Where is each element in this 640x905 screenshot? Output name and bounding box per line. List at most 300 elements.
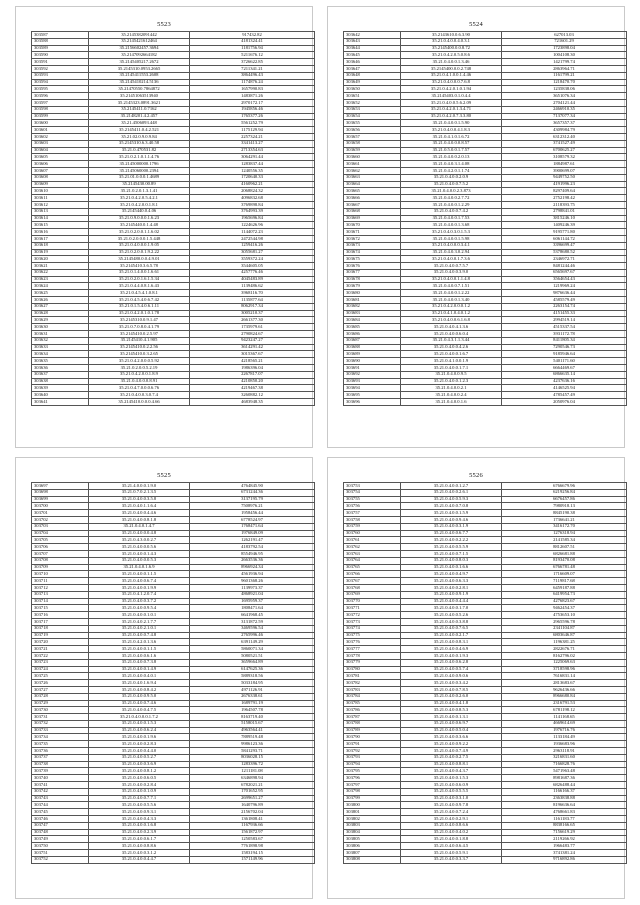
value-cell: 6219256.84 [502, 489, 627, 496]
value-cell: 4785457.49 [502, 392, 627, 399]
table-row [344, 303, 627, 310]
point-id-cell: 303779 [344, 659, 401, 666]
table-row [344, 483, 627, 490]
table-row [344, 297, 627, 304]
table-row [344, 358, 627, 365]
table-row [344, 86, 627, 93]
point-id-cell: 303666 [344, 195, 401, 202]
page-5523 [15, 6, 313, 448]
value-cell: 1808471.64 [190, 605, 315, 612]
point-id-cell: 303668 [344, 208, 401, 215]
point-id-cell: 303716 [32, 612, 89, 619]
coordinate-cell: 35.21.0.4.0.0.2.9.1 [401, 816, 502, 823]
value-cell: 8966680.84 [502, 693, 627, 700]
coordinate-cell: 35.21.0.4.0.0.7.4.9 [401, 748, 502, 755]
table-row [32, 242, 315, 249]
coordinate-cell: 35.21.0.4.2.0.0.0.5.92 [89, 358, 190, 365]
value-cell: 8554946.95 [190, 550, 315, 557]
coordinate-cell: 35.21.0.4.0.0.1.7.1 [401, 365, 502, 372]
point-id-cell: 303676 [344, 263, 401, 270]
table-row [344, 242, 627, 249]
point-id-cell: 303674 [344, 249, 401, 256]
coordinate-cell: 35.21.0.4.0.0.9.5.4 [89, 605, 190, 612]
table-row [32, 201, 315, 208]
coordinate-cell: 35.21.0.4.0.0.0.5.6 [89, 544, 190, 551]
coordinate-cell: 35.21.0.4.0.0.1.1.5 [89, 571, 190, 578]
point-id-cell: 303792 [344, 748, 401, 755]
value-cell: 2156702.04 [190, 809, 315, 816]
table-row [344, 761, 627, 768]
table-row [344, 201, 627, 208]
point-id-cell: 303685 [344, 324, 401, 331]
point-id-cell: 303705 [32, 537, 89, 544]
value-cell: 6700625.27 [502, 147, 627, 154]
point-id-cell: 303626 [32, 297, 89, 304]
table-row [32, 337, 315, 344]
value-cell: 4561936.94 [190, 571, 315, 578]
table-row [344, 317, 627, 324]
value-cell: 9423247.27 [190, 337, 315, 344]
table-row [344, 734, 627, 741]
point-id-cell: 303781 [344, 673, 401, 680]
coordinate-cell: 35.21.0.4.0.0.4.0.2 [401, 829, 502, 836]
point-id-cell: 303801 [344, 809, 401, 816]
value-cell: 2346972.71 [502, 256, 627, 263]
point-id-cell: 303624 [32, 283, 89, 290]
coordinate-cell: 35.21.0.4.0.0.4.3.7 [401, 768, 502, 775]
table-row [32, 761, 315, 768]
coordinate-cell: 35.21.0.4.0.0.1.1.5 [89, 646, 190, 653]
coordinate-cell: 35.21.0.4.0.0.6.1.7 [89, 836, 190, 843]
table-row [344, 188, 627, 195]
coordinate-cell: 35.21.0.4.3.0.0.2.7 [89, 537, 190, 544]
value-cell: 4045483.89 [190, 276, 315, 283]
coordinate-cell: 35.2145430.00.89 [89, 181, 190, 188]
point-id-cell: 303789 [344, 727, 401, 734]
point-id-cell: 303634 [32, 351, 89, 358]
table-row [32, 256, 315, 263]
value-cell: 1225069.63 [502, 659, 627, 666]
coordinate-cell: 35.21.0.4.0.0.9.5.0 [89, 693, 190, 700]
point-id-cell: 303737 [32, 754, 89, 761]
point-id-cell: 303700 [32, 503, 89, 510]
table-row [32, 52, 315, 59]
coordinate-cell: 35.2145403.0.1.0.4.4 [401, 93, 502, 100]
point-id-cell: 303702 [32, 516, 89, 523]
point-id-cell: 303715 [32, 605, 89, 612]
table-row [32, 276, 315, 283]
table-row [32, 768, 315, 775]
point-id-cell: 303643 [344, 38, 401, 45]
point-id-cell: 303787 [344, 714, 401, 721]
point-id-cell: 303623 [32, 276, 89, 283]
coordinate-cell: 35.2145060000.2394 [89, 167, 190, 174]
coordinate-cell: 35.21.0.4.0.0.5.2.6 [401, 612, 502, 619]
point-id-cell: 303805 [344, 836, 401, 843]
coordinate-cell: 35.21.0.4.0.0.8.3.1 [401, 639, 502, 646]
point-id-cell: 303704 [32, 530, 89, 537]
table-row [344, 598, 627, 605]
value-cell: 4868921.04 [190, 591, 315, 598]
point-id-cell: 303680 [344, 290, 401, 297]
value-cell: 4218565.21 [190, 358, 315, 365]
value-cell: 4181324.41 [190, 38, 315, 45]
coordinate-cell: 35.21.0.4.2.0.1.0.1.94 [401, 86, 502, 93]
table-row [344, 829, 627, 836]
table-row [32, 557, 315, 564]
value-cell: 8966924.34 [190, 564, 315, 571]
point-id-cell: 303798 [344, 788, 401, 795]
table-row [32, 564, 315, 571]
coordinate-cell: 35.21.0.4.0.0.7.1.5 [401, 550, 502, 557]
coordinate-cell: 35.2148201.4.2.457 [89, 113, 190, 120]
point-id-cell: 303596 [32, 93, 89, 100]
point-id-cell: 303714 [32, 598, 89, 605]
value-cell: 1181756.94 [190, 45, 315, 52]
value-cell: 4669614.69 [502, 720, 627, 727]
coordinate-cell: 35.21.0.4.0.1.6.9.4 [89, 680, 190, 687]
point-id-cell: 303796 [344, 775, 401, 782]
value-cell: 1723898.04 [502, 45, 627, 52]
value-cell: 2118393.75 [502, 201, 627, 208]
coordinate-cell: 35.2145410.0.2.2.56 [89, 344, 190, 351]
coordinate-cell: 35.21.0.4.2.0.7.3.3.80 [401, 113, 502, 120]
coordinate-cell: 35.21.0.4.0.0.3.1.9 [401, 523, 502, 530]
coordinate-cell: 35.21.0.4.0.0.8.1.2 [89, 768, 190, 775]
value-cell: 6565697.67 [502, 269, 627, 276]
table-row [32, 317, 315, 324]
coordinate-cell: 35.21.0.4.0.0.5.0.4 [401, 727, 502, 734]
coordinate-cell: 35.21.0.4.2.0.5.4.2.1 [89, 195, 190, 202]
value-cell: 3764993.39 [190, 208, 315, 215]
value-cell: 7156619.29 [502, 829, 627, 836]
point-id-cell: 303692 [344, 371, 401, 378]
table-row [344, 605, 627, 612]
data-table [343, 31, 627, 406]
coordinate-cell: 35.21.0.4.0.0.1.2.29 [401, 201, 502, 208]
point-id-cell: 303784 [344, 693, 401, 700]
table-row [32, 45, 315, 52]
coordinate-cell: 35.21.0.4.5.4.0.6.7.42 [89, 297, 190, 304]
coordinate-cell: 35.21.0.1.5.4.0.6.1.11 [89, 303, 190, 310]
value-cell: 6866635.14 [502, 371, 627, 378]
coordinate-cell: 35.21.0.4.0.0.1.6.7 [401, 351, 502, 358]
table-row [344, 802, 627, 809]
value-cell: 2790824.67 [190, 331, 315, 338]
table-row [344, 775, 627, 782]
point-id-cell: 303621 [32, 263, 89, 270]
point-id-cell: 303719 [32, 632, 89, 639]
coordinate-cell: 35.21.0.4.0.0.7.4.2 [401, 208, 502, 215]
coordinate-cell: 35.21.0.2.0.0.1.9.2.22 [89, 249, 190, 256]
value-cell: 1135877.64 [190, 297, 315, 304]
value-cell: 6061144.72 [502, 235, 627, 242]
point-id-cell: 303706 [32, 544, 89, 551]
table-row [344, 167, 627, 174]
value-cell: 3131872.59 [190, 618, 315, 625]
coordinate-cell: 35.21.0.9.0.0.0.1.6.23 [89, 215, 190, 222]
table-row [344, 503, 627, 510]
point-id-cell: 303655 [344, 120, 401, 127]
value-cell: 6312312.40 [502, 133, 627, 140]
point-id-cell: 303732 [32, 720, 89, 727]
coordinate-cell: 35.21.0.4.0.0.9.3.1 [89, 809, 190, 816]
value-cell: 4276823.67 [502, 598, 627, 605]
table-row [32, 523, 315, 530]
coordinate-cell: 35.21.0.4.0.2.1.7.7 [89, 618, 190, 625]
table-row [344, 822, 627, 829]
value-cell: 6766679.96 [502, 483, 627, 490]
point-id-cell: 303647 [344, 65, 401, 72]
value-cell: 1421799.74 [502, 59, 627, 66]
value-cell: 1976849.09 [190, 530, 315, 537]
coordinate-cell: 35.21.0.4.0.0.1.8.8 [401, 836, 502, 843]
point-id-cell: 303758 [344, 516, 401, 523]
value-cell: 4257776.46 [190, 269, 315, 276]
table-row [32, 843, 315, 850]
table-row [32, 578, 315, 585]
coordinate-cell: 35.21.0.4.0.0.1.4.9 [89, 666, 190, 673]
table-row [32, 249, 315, 256]
point-id-cell: 303663 [344, 174, 401, 181]
table-row [32, 72, 315, 79]
point-id-cell: 303699 [32, 496, 89, 503]
point-id-cell: 303762 [344, 544, 401, 551]
data-table [31, 31, 315, 406]
point-id-cell: 303598 [32, 106, 89, 113]
point-id-cell: 303611 [32, 195, 89, 202]
value-cell: 1409246.39 [502, 222, 627, 229]
point-id-cell: 303768 [344, 584, 401, 591]
table-row [344, 850, 627, 857]
value-cell: 4191996.23 [502, 181, 627, 188]
table-row [344, 154, 627, 161]
data-table [343, 482, 627, 864]
point-id-cell: 303724 [32, 666, 89, 673]
coordinate-cell: 35.21.0.4.0.0.2.6.0 [401, 693, 502, 700]
coordinate-cell: 35.21.0.4.0.0.1.5.3 [89, 720, 190, 727]
coordinate-cell: 35.21.0.4.0.0.9.7.8 [401, 802, 502, 809]
coordinate-cell: 35.21.4.0.0.0.1.9.0 [89, 483, 190, 490]
value-cell: 4309984.79 [502, 127, 627, 134]
value-cell: 1218470.70 [502, 79, 627, 86]
value-cell: 1958456.44 [190, 510, 315, 517]
table-row [344, 686, 627, 693]
coordinate-cell: 35.21.0.4.0.0.2.6.1 [401, 489, 502, 496]
table-row [344, 714, 627, 721]
table-row [344, 215, 627, 222]
point-id-cell: 303790 [344, 734, 401, 741]
value-cell: 3718598.96 [502, 666, 627, 673]
coordinate-cell: 35.21.0.4.2.0.1.3.6 [89, 639, 190, 646]
coordinate-cell: 35.21.0.4.0.0.0.4.8 [89, 530, 190, 537]
value-cell: 4683948.35 [190, 399, 315, 406]
point-id-cell: 303760 [344, 530, 401, 537]
coordinate-cell: 35.21.0.4.5.4.1.0.8.1 [89, 290, 190, 297]
point-id-cell: 303633 [32, 344, 89, 351]
coordinate-cell: 35.21.0.4.0.0.1.2.3 [401, 378, 502, 385]
value-cell: 1701652.95 [190, 788, 315, 795]
point-id-cell: 303727 [32, 686, 89, 693]
coordinate-cell: 35.21.0.4.0.0.4.0.3.1 [401, 38, 502, 45]
coordinate-cell: 35.2145411553.2608 [89, 72, 190, 79]
value-cell: 4963564.41 [190, 727, 315, 734]
value-cell: 2713354.63 [190, 147, 315, 154]
value-cell: 3055681.27 [190, 249, 315, 256]
value-cell: 7119817.68 [502, 578, 627, 585]
point-id-cell: 303689 [344, 351, 401, 358]
table-row [344, 510, 627, 517]
value-cell: 2263154.74 [502, 303, 627, 310]
value-cell: 2965596.78 [502, 618, 627, 625]
coordinate-cell: 35.2145440.0.4.06 [89, 208, 190, 215]
value-cell: 8196636.64 [502, 802, 627, 809]
point-id-cell: 303764 [344, 557, 401, 564]
table-row [32, 748, 315, 755]
coordinate-cell: 35.21.0.4.0.0.4.4.7 [89, 856, 190, 863]
point-id-cell: 303721 [32, 646, 89, 653]
value-cell: 3726622.85 [190, 59, 315, 66]
table-row [32, 673, 315, 680]
coordinate-cell: 35.2145410.4.1.905 [89, 337, 190, 344]
value-cell: 8838166.65 [502, 822, 627, 829]
value-cell: 4210850.20 [190, 378, 315, 385]
coordinate-cell: 35.21.0.4.0.1.4.7 [89, 523, 190, 530]
point-id-cell: 303604 [32, 147, 89, 154]
value-cell: 1735979.61 [190, 324, 315, 331]
coordinate-cell: 35.21.0.4.0.0.5.9.1 [401, 850, 502, 857]
value-cell: 3657357.37 [502, 120, 627, 127]
table-row [32, 489, 315, 496]
coordinate-cell: 35.21.0.4.0.0.4.1.8.3 [401, 127, 502, 134]
table-row [344, 399, 627, 406]
coordinate-cell: 35.21.0.4.0.0.2.8.1 [401, 584, 502, 591]
value-cell: 6419954.73 [502, 591, 627, 598]
coordinate-cell: 35.21.0.4.0.0.7.5.2 [401, 181, 502, 188]
coordinate-cell: 35.21.0.4.0.0.4.6.9 [401, 646, 502, 653]
point-id-cell: 303629 [32, 317, 89, 324]
point-id-cell: 303650 [344, 86, 401, 93]
coordinate-cell: 35.21.0.4.0.0.2.2.2 [401, 537, 502, 544]
table-row [32, 544, 315, 551]
value-cell: 8163719.40 [190, 714, 315, 721]
value-cell: 4764845.90 [190, 483, 315, 490]
coordinate-cell: 35.21.0.4.2.0.0.1.8.1 [89, 201, 190, 208]
point-id-cell: 303635 [32, 358, 89, 365]
value-cell: 5889318.56 [190, 673, 315, 680]
point-id-cell: 303728 [32, 693, 89, 700]
value-cell: 4146525.94 [502, 385, 627, 392]
value-cell: 1196381.25 [502, 639, 627, 646]
value-cell: 5080521.51 [190, 652, 315, 659]
point-id-cell: 303613 [32, 208, 89, 215]
coordinate-cell: 35.21.0.4.0.0.7.2.4 [401, 809, 502, 816]
value-cell: 9449752.50 [502, 174, 627, 181]
coordinate-cell: 35.21.0.470531.82 [89, 147, 190, 154]
table-row [344, 331, 627, 338]
point-id-cell: 303693 [344, 378, 401, 385]
value-cell: 1004108.30 [502, 52, 627, 59]
point-id-cell: 303722 [32, 652, 89, 659]
value-cell: 8193470.08 [502, 557, 627, 564]
point-id-cell: 303696 [344, 399, 401, 406]
value-cell: 4160962.21 [190, 181, 315, 188]
table-row [344, 337, 627, 344]
value-cell: 4219467.38 [190, 385, 315, 392]
point-id-cell: 303606 [32, 161, 89, 168]
coordinate-cell: 35.21.0.4.0.0.5.6.2.09 [401, 99, 502, 106]
table-row [344, 32, 627, 39]
coordinate-cell: 35.21.0.4.0.0.6.7.7 [401, 530, 502, 537]
table-row [32, 331, 315, 338]
point-id-cell: 303794 [344, 761, 401, 768]
table-row [32, 399, 315, 406]
coordinate-cell: 35.21.0.4.0.0.3.5.8 [89, 496, 190, 503]
value-cell: 7137077.34 [502, 113, 627, 120]
table-row [32, 161, 315, 168]
table-row [32, 86, 315, 93]
value-cell: 2813683.67 [502, 680, 627, 687]
point-id-cell: 303630 [32, 324, 89, 331]
table-row [344, 727, 627, 734]
value-cell: 1689791.19 [190, 700, 315, 707]
value-cell: 1361808.41 [190, 816, 315, 823]
page-5524 [327, 6, 625, 448]
table-row [344, 276, 627, 283]
table-row [344, 496, 627, 503]
point-id-cell: 303669 [344, 215, 401, 222]
coordinate-cell: 35.21.0.4.0.0.1.6.6 [401, 564, 502, 571]
value-cell: 4515337.54 [502, 324, 627, 331]
point-id-cell: 303590 [32, 52, 89, 59]
value-cell: 1945856.46 [190, 106, 315, 113]
point-id-cell: 303731 [32, 714, 89, 721]
point-id-cell: 303703 [32, 523, 89, 530]
table-row [344, 38, 627, 45]
coordinate-cell: 35.21.0.4.0.0.6.9.7 [401, 720, 502, 727]
table-row [344, 310, 627, 317]
value-cell: 6147625.36 [190, 666, 315, 673]
table-row [344, 795, 627, 802]
point-id-cell: 303690 [344, 358, 401, 365]
value-cell: 2798841.01 [502, 208, 627, 215]
coordinate-cell: 35.21.0.4.0.0.8.5.3 [401, 707, 502, 714]
point-id-cell: 303587 [32, 32, 89, 39]
coordinate-cell: 35.21.0.4.0.0.2.3.873 [401, 188, 502, 195]
table-row [32, 686, 315, 693]
value-cell: 3564654.43 [502, 276, 627, 283]
value-cell: 1219969.24 [502, 283, 627, 290]
coordinate-cell: 35.21.0.4.0.0.3.0.7.4 [89, 392, 190, 399]
table-row [32, 836, 315, 843]
value-cell: 1768471.64 [190, 523, 315, 530]
point-id-cell: 303751 [32, 850, 89, 857]
point-id-cell: 303744 [32, 802, 89, 809]
point-id-cell: 303776 [344, 639, 401, 646]
point-id-cell: 303757 [344, 510, 401, 517]
value-cell: 3015367.67 [190, 351, 315, 358]
coordinate-cell: 35.21.0.4.0.1.1.6.4 [89, 503, 190, 510]
table-row [344, 612, 627, 619]
value-cell: 2316791.53 [502, 700, 627, 707]
coordinate-cell: 35.21.0.4.2.0.5.0.8.6 [401, 52, 502, 59]
table-row [344, 249, 627, 256]
value-cell: 1583194.15 [190, 850, 315, 857]
table-row [344, 564, 627, 571]
coordinate-cell: 35.2145382091442 [89, 32, 190, 39]
table-row [32, 666, 315, 673]
coordinate-cell: 35.21.0.4.0.0.1.5.98 [401, 235, 502, 242]
